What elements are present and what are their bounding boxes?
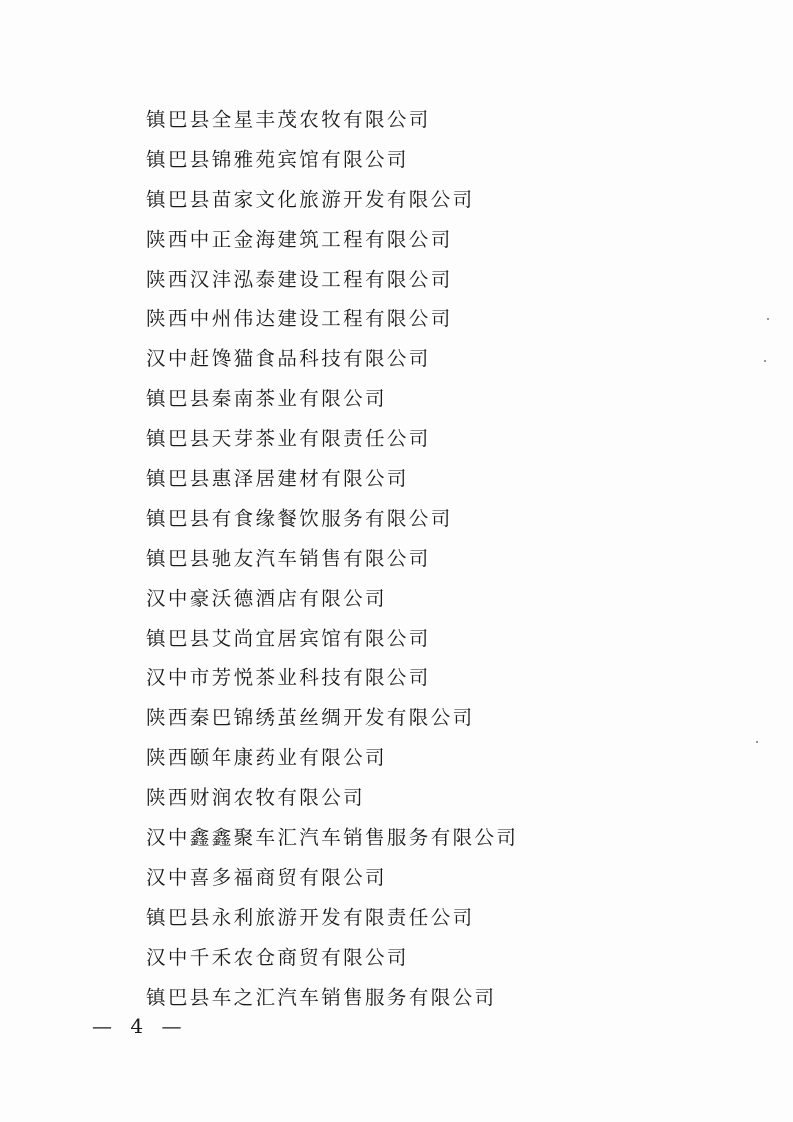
list-item: 汉中市芳悦茶业科技有限公司 (146, 666, 431, 690)
list-item: 汉中千禾农仓商贸有限公司 (146, 945, 409, 969)
company-list (146, 100, 518, 1017)
list-item: 陕西中正金海建筑工程有限公司 (146, 227, 453, 251)
list-item: 镇巴县永利旅游开发有限责任公司 (146, 905, 475, 929)
list-item: 陕西财润农牧有限公司 (146, 786, 366, 810)
list-item: 陕西秦巴锦绣茧丝绸开发有限公司 (146, 706, 475, 730)
list-item: 陕西汉沣泓泰建设工程有限公司 (146, 267, 453, 291)
list-item: 镇巴县全星丰茂农牧有限公司 (146, 108, 431, 131)
list-item: 镇巴县有食缘餐饮服务有限公司 (146, 506, 453, 530)
list-item: 汉中喜多福商贸有限公司 (146, 865, 387, 889)
list-item: 镇巴县艾尚宜居宾馆有限公司 (146, 626, 431, 650)
list-item: 镇巴县锦雅苑宾馆有限公司 (146, 147, 409, 171)
scan-speck (767, 318, 769, 320)
list-item: 镇巴县车之汇汽车销售服务有限公司 (146, 985, 497, 1009)
page-number: — 4 — (92, 1014, 188, 1038)
list-item: 陕西颐年康药业有限公司 (146, 746, 387, 770)
list-item: 镇巴县苗家文化旅游开发有限公司 (146, 187, 475, 211)
list-item: 镇巴县天芽茶业有限责任公司 (146, 427, 431, 451)
list-item: 汉中赶馋猫食品科技有限公司 (146, 347, 431, 371)
list-item: 镇巴县惠泽居建材有限公司 (146, 467, 409, 491)
scan-speck (756, 741, 758, 743)
list-item: 汉中豪沃德酒店有限公司 (146, 586, 387, 610)
list-item: 镇巴县驰友汽车销售有限公司 (146, 546, 431, 570)
list-item: 陕西中州伟达建设工程有限公司 (146, 307, 453, 331)
scan-speck (764, 360, 766, 362)
list-item: 镇巴县秦南茶业有限公司 (146, 387, 387, 411)
list-item: 汉中鑫鑫聚车汇汽车销售服务有限公司 (146, 826, 519, 850)
